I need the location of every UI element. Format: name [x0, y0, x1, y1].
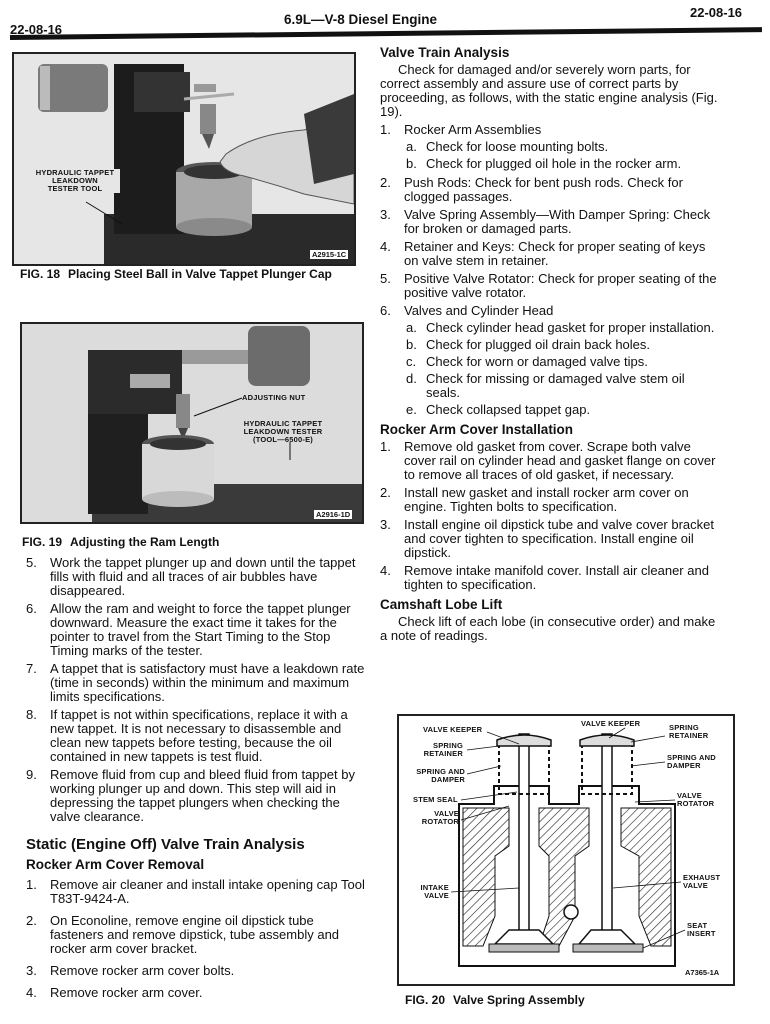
fig20-frame [397, 714, 735, 986]
list-item: 2. Push Rods: Check for bent push rods. Check for clogged passages. [380, 175, 683, 204]
fig19-code: A2916-1D [316, 510, 351, 519]
fig20-label-intake-valve: INTAKE VALVE [420, 883, 449, 900]
fig20-label-spring-damper-right: SPRING AND DAMPER [667, 753, 716, 770]
fig18-tool-label: HYDRAULIC TAPPET LEAKDOWN TESTER TOOL [30, 169, 120, 193]
camshaft-text: Check lift of each lobe (in consecutive order) and make a note of readings. [380, 614, 716, 643]
fig20-label-valve-rotator-left: VALVE ROTATOR [421, 809, 459, 826]
valve-train-intro: Check for damaged and/or severely worn parts, for correct assembly and assure use of correct parts by proceeding, as follows, with the static engine analysis (Fig. 19). [380, 62, 718, 119]
list-item: 3. Install engine oil dipstick tube and valve cover bracket and cover tighten to specification. Install engine oil dipstick. [380, 517, 715, 560]
fig20-label-stem-seal: STEM SEAL [413, 795, 458, 804]
sub-item: b. Check for plugged oil hole in the rocker arm. [406, 156, 682, 171]
fig20-label-spring-retainer-right: SPRING RETAINER [669, 723, 709, 740]
fig18-caption: FIG. 18 Placing Steel Ball in Valve Tappet Plunger Cap [20, 267, 332, 281]
fig18-frame [12, 52, 356, 266]
fig18-code: A2915-1C [312, 250, 347, 259]
list-item: 8. If tappet is not within specifications, replace it with a new tappet. It is not necessary to disassemble and clean new tappets before testing, because the oil contained in new tappets is test fluid. [26, 707, 348, 764]
list-item: 6. Allow the ram and weight to force the tappet plunger downward. Measure the exact time it takes for the pointer to travel from the Start Timing to the Stop Timing marks of the tester. [26, 601, 351, 658]
valve-train-title: Valve Train Analysis [380, 45, 510, 60]
page-number-left: 22-08-16 [10, 22, 63, 37]
fig20-label-valve-rotator-right: VALVE ROTATOR [677, 791, 715, 808]
sub-item: a. Check cylinder head gasket for proper installation. [406, 320, 715, 335]
sub-item: a. Check for loose mounting bolts. [406, 139, 609, 154]
list-item: 5. Positive Valve Rotator: Check for proper seating of the positive valve rotator. [380, 271, 717, 300]
fig19-caption: FIG. 19 Adjusting the Ram Length [22, 535, 220, 549]
list-item: 4. Retainer and Keys: Check for proper seating of keys on valve stem in retainer. [380, 239, 706, 268]
page-number-right: 22-08-16 [690, 5, 743, 20]
fig18-photo [14, 54, 354, 264]
list-item: 2. On Econoline, remove engine oil dipstick tube fasteners and remove dipstick, tube assembly and rocker arm cover bracket. [26, 913, 340, 956]
sub-item: c. Check for worn or damaged valve tips. [406, 354, 648, 369]
list-item: 1. Remove old gasket from cover. Scrape both valve cover rail on cylinder head and gasket flange on cover to remove all traces of old gasket, if necessary. [380, 439, 716, 482]
list-item: 4. Remove intake manifold cover. Install air cleaner and tighten to specification. [380, 563, 709, 592]
list-item: 9. Remove fluid from cup and bleed fluid from tappet by working plunger up and down. This step will aid in depressing the tappet plungers when checking the valve clearance. [26, 767, 355, 824]
fig20-label-valve-keeper-left: VALVE KEEPER [423, 725, 483, 734]
fig20-label-spring-retainer-left: SPRING RETAINER [423, 741, 463, 758]
list-item: 3. Valve Spring Assembly—With Damper Spring: Check for broken or damaged parts. [380, 207, 711, 236]
fig20-caption: FIG. 20 Valve Spring Assembly [405, 993, 585, 1007]
list-item: 5. Work the tappet plunger up and down until the tappet fills with fluid and all traces of air bubbles have disappeared. [26, 555, 356, 598]
fig20-label-seat-insert: SEAT INSERT [687, 921, 716, 938]
left-steps-list [26, 556, 366, 1004]
rocker-install-title: Rocker Arm Cover Installation [380, 422, 574, 437]
list-item: 4. Remove rocker arm cover. [26, 985, 203, 1000]
static-analysis-title: Static (Engine Off) Valve Train Analysis [26, 836, 305, 853]
camshaft-title: Camshaft Lobe Lift [380, 597, 503, 612]
fig19-tester-label: HYDRAULIC TAPPET LEAKDOWN TESTER (TOOL—6500-E) [243, 419, 323, 444]
header-rule [10, 27, 762, 40]
fig19-frame [20, 322, 364, 524]
fig20-label-exhaust-valve: EXHAUST VALVE [683, 873, 721, 890]
sub-item: d. Check for missing or damaged valve stem oil seals. [406, 371, 685, 400]
sub-item: b. Check for plugged oil drain back holes. [406, 337, 651, 352]
fig19-adjusting-nut-label: ADJUSTING NUT [242, 393, 306, 402]
list-item: 2. Install new gasket and install rocker arm cover on engine. Tighten bolts to specification. [380, 485, 689, 514]
list-item: 7. A tappet that is satisfactory must have a leakdown rate (time in seconds) within the minimum and maximum limits specifications. [26, 661, 365, 704]
fig20-label-spring-damper-left: SPRING AND DAMPER [416, 767, 465, 784]
fig20-label-valve-keeper-right: VALVE KEEPER [581, 719, 641, 728]
right-column [380, 46, 722, 647]
list-item: 1. Remove air cleaner and install intake opening cap Tool T83T-9424-A. [26, 877, 365, 906]
list-item: 3. Remove rocker arm cover bolts. [26, 963, 235, 978]
list-item: 1. Rocker Arm Assemblies [380, 122, 542, 137]
sub-item: e. Check collapsed tappet gap. [406, 402, 591, 417]
rocker-removal-title: Rocker Arm Cover Removal [26, 857, 205, 872]
fig20-code: A7365-1A [685, 968, 720, 977]
list-item: 6. Valves and Cylinder Head [380, 303, 554, 318]
page-header-title: 6.9L—V-8 Diesel Engine [284, 12, 438, 27]
